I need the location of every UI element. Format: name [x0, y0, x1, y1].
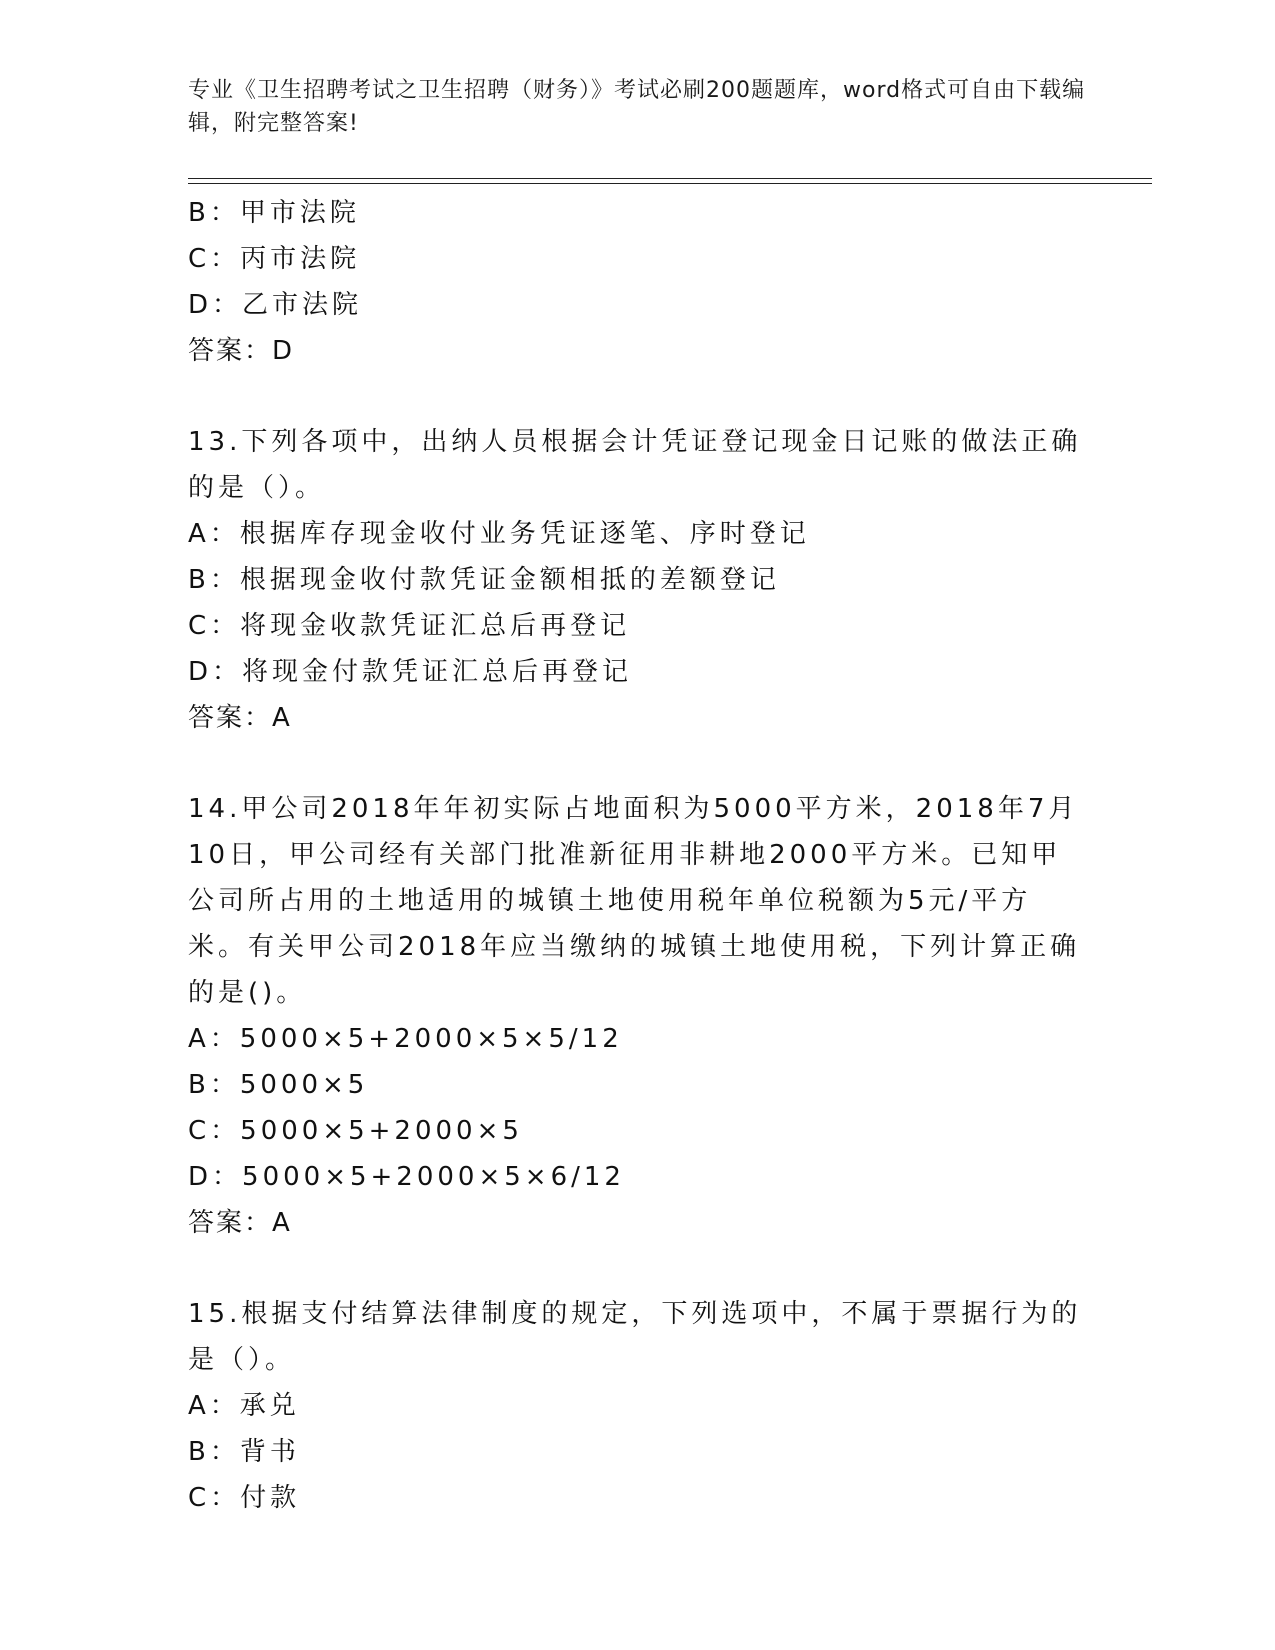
option-a: A：根据库存现金收付业务凭证逐笔、序时登记	[188, 519, 810, 549]
question-text: 14.甲公司2018年年初实际占地面积为5000平方米，2018年7月10日，甲公司经有关部门批准新征用非耕地2000平方米。已知甲公司所占用的土地适用的城镇土地使用税年单位税额为5元/平方米。有关甲公司2018年应当缴纳的城镇土地使用税，下列计算正确的是()。	[188, 794, 1081, 1008]
header-rule-bottom	[188, 183, 1152, 184]
option-b: B：背书	[188, 1437, 300, 1467]
question-text: 13.下列各项中，出纳人员根据会计凭证登记现金日记账的做法正确的是（）。	[188, 427, 1082, 503]
question-block-13	[188, 419, 1088, 741]
option-d: D：乙市法院	[188, 290, 363, 320]
header-title: 专业《卫生招聘考试之卫生招聘（财务）》考试必刷200题题库，word格式可自由下载编辑，附完整答案!	[188, 78, 1086, 136]
question-block-15	[188, 1291, 1088, 1521]
option-c: C：付款	[188, 1483, 301, 1513]
question-block-prev	[188, 190, 1088, 374]
answer-line: 答案：D	[188, 336, 295, 366]
answer-line: 答案：A	[188, 703, 292, 733]
option-d: D：5000×5+2000×5×6/12	[188, 1162, 625, 1192]
spacer	[188, 741, 1088, 786]
question-block-14	[188, 786, 1088, 1246]
answer-line: 答案：A	[188, 1208, 292, 1238]
option-b: B：根据现金收付款凭证金额相抵的差额登记	[188, 565, 780, 595]
option-b: B：5000×5	[188, 1070, 369, 1100]
option-c: C：将现金收款凭证汇总后再登记	[188, 611, 631, 641]
option-c: C：5000×5+2000×5	[188, 1116, 523, 1146]
spacer	[188, 1246, 1088, 1291]
header-rule-top	[188, 178, 1152, 179]
option-a: A：5000×5+2000×5×5/12	[188, 1024, 623, 1054]
option-b: B：甲市法院	[188, 198, 360, 228]
option-d: D：将现金付款凭证汇总后再登记	[188, 657, 633, 687]
question-text: 15.根据支付结算法律制度的规定，下列选项中，不属于票据行为的是（）。	[188, 1299, 1082, 1375]
spacer	[188, 374, 1088, 419]
option-a: A：承兑	[188, 1391, 300, 1421]
option-c: C：丙市法院	[188, 244, 361, 274]
document-body	[188, 190, 1088, 1521]
document-header	[188, 74, 1088, 140]
